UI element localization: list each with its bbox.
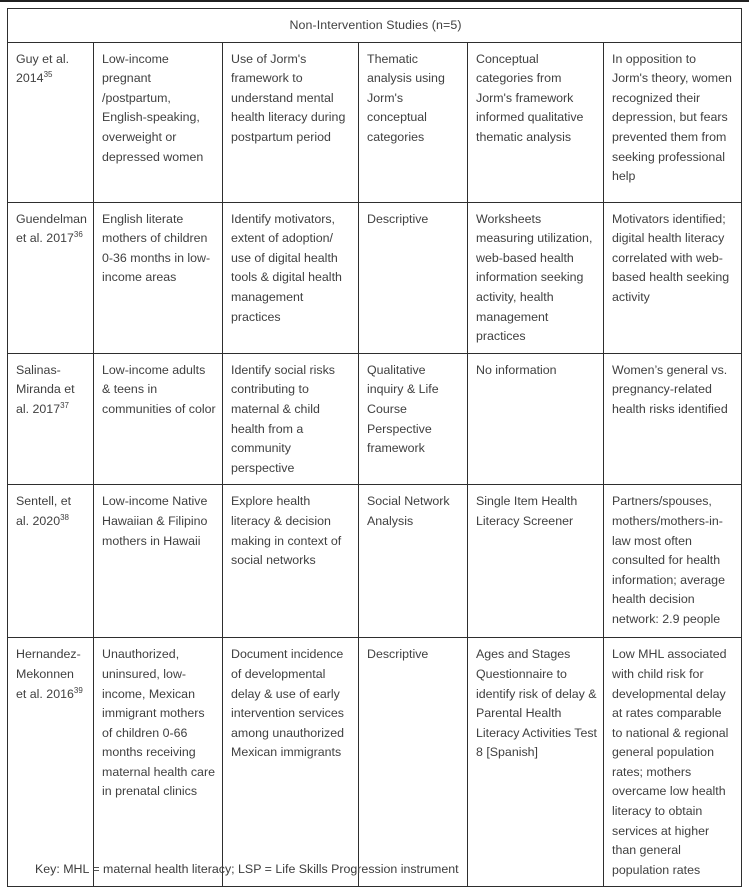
cell-population: Unauthorized, uninsured, low-income, Mexican immigrant mothers of children 0-66 months receiving maternal health care in prenatal clinics: [94, 638, 223, 887]
table-key-footnote: Key: MHL = maternal health literacy; LSP = Life Skills Progression instrument: [35, 862, 459, 876]
cell-citation: [8, 638, 94, 887]
cell-measures: Conceptual categories from Jorm's framework informed qualitative thematic analysis: [468, 42, 604, 202]
citation-text: Sentell, et al. 2020: [16, 494, 72, 528]
citation-text: Hernandez-Mekonnen et al. 2016: [16, 647, 81, 701]
cell-purpose: Use of Jorm's framework to understand mental health literacy during postpartum period: [223, 42, 359, 202]
cell-purpose: Explore health literacy & decision making in context of social networks: [223, 485, 359, 638]
reference-superscript: 39: [73, 685, 83, 695]
cell-findings: Women’s general vs. pregnancy-related health risks identified: [604, 353, 742, 485]
cell-measures: Single Item Health Literacy Screener: [468, 485, 604, 638]
cell-findings: Low MHL associated with child risk for developmental delay at rates comparable to national & regional general population rates; mothers overcame low health literacy to obtain services at higher than general population rates: [604, 638, 742, 887]
table-row: [8, 202, 742, 353]
cell-findings: Partners/spouses, mothers/mothers-in-law most often consulted for health information; average health decision network: 2.9 people: [604, 485, 742, 638]
cell-analysis: Qualitative inquiry & Life Course Perspective framework: [359, 353, 468, 485]
cell-population: Low-income pregnant /postpartum, English-speaking, overweight or depressed women: [94, 42, 223, 202]
citation-text: Guendelman et al. 2017: [16, 211, 87, 246]
cell-citation: [8, 353, 94, 485]
table-row: [8, 42, 742, 202]
table-title: Non-Intervention Studies (n=5): [8, 9, 742, 43]
cell-citation: [8, 485, 94, 638]
cell-population: English literate mothers of children 0-36 months in low-income areas: [94, 202, 223, 353]
cell-analysis: Descriptive: [359, 638, 468, 887]
cell-purpose: Document incidence of developmental delay & use of early intervention services among unauthorized Mexican immigrants: [223, 638, 359, 887]
reference-superscript: 36: [73, 230, 83, 240]
reference-superscript: 35: [43, 70, 53, 80]
cell-analysis: Descriptive: [359, 202, 468, 353]
reference-superscript: 37: [60, 400, 69, 410]
table-row: [8, 638, 742, 887]
table-row: [8, 485, 742, 638]
cell-findings: In opposition to Jorm's theory, women recognized their depression, but fears prevented them from seeking professional help: [604, 42, 742, 202]
citation-text: Guy et al. 2014: [16, 51, 70, 86]
cell-analysis: Social Network Analysis: [359, 485, 468, 638]
cell-analysis: Thematic analysis using Jorm's conceptual categories: [359, 42, 468, 202]
cell-measures: No information: [468, 353, 604, 485]
cell-purpose: Identify social risks contributing to maternal & child health from a community perspective: [223, 353, 359, 485]
table-row: [8, 353, 742, 485]
cell-measures: Ages and Stages Questionnaire to identify risk of delay & Parental Health Literacy Activities Test 8 [Spanish]: [468, 638, 604, 887]
page-top-rule: [0, 0, 749, 2]
cell-measures: Worksheets measuring utilization, web-based health information seeking activity, health management practices: [468, 202, 604, 353]
cell-citation: [8, 202, 94, 353]
citation-text: Salinas-Miranda et al. 2017: [16, 362, 75, 416]
cell-population: Low-income Native Hawaiian & Filipino mothers in Hawaii: [94, 485, 223, 638]
cell-purpose: Identify motivators, extent of adoption/ use of digital health tools & digital health management practices: [223, 202, 359, 353]
reference-superscript: 38: [60, 512, 69, 522]
table-header-row: [8, 9, 742, 43]
non-intervention-studies-table: [7, 8, 742, 887]
cell-findings: Motivators identified; digital health literacy correlated with web-based health seeking activity: [604, 202, 742, 353]
cell-population: Low-income adults & teens in communities of color: [94, 353, 223, 485]
cell-citation: [8, 42, 94, 202]
